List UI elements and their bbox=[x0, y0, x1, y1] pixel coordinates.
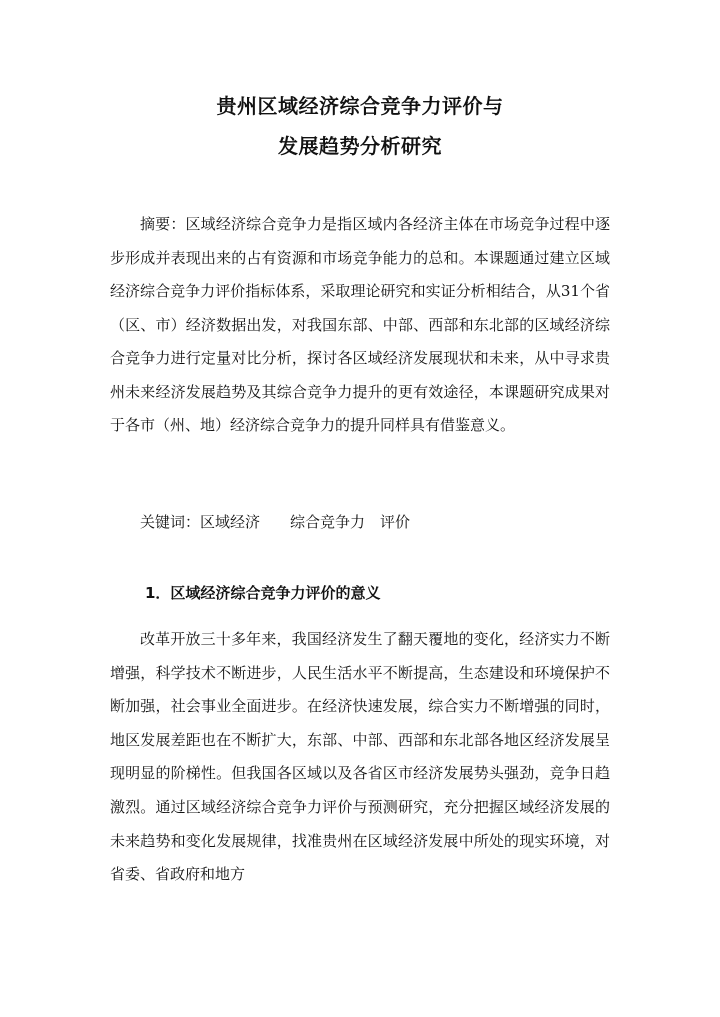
document-title-line-2: 发展趋势分析研究 bbox=[278, 134, 442, 158]
section-body-paragraph: 改革开放三十多年来，我国经济发生了翻天覆地的变化，经济实力不断增强，科学技术不断进步，人民生活水平不断提高，生态建设和环境保护不断加强，社会事业全面进步。在经济快速发展，综合实力不断增强的同时，地区发展差距也在不断扩大，东部、中部、西部和东北部各地区经济发展呈现明显的阶梯性。但我国各区域以及各省区市经济发展势头强劲，竞争日趋激烈。通过区域经济综合竞争力评价与预测研究，充分把握区域经济发展的未来趋势和变化发展规律，找准贵州在区域经济发展中所处的现实环境，对省委、省政府和地方 bbox=[110, 630, 610, 884]
abstract-paragraph: 摘要：区域经济综合竞争力是指区域内各经济主体在市场竞争过程中逐步形成并表现出来的占有资源和市场竞争能力的总和。本课题通过建立区域经济综合竞争力评价指标体系，采取理论研究和实证分析相结合，从31个省（区、市）经济数据出发，对我国东部、中部、西部和东北部的区域经济综合竞争力进行定量对比分析，探讨各区域经济发展现状和未来，从中寻求贵州未来经济发展趋势及其综合竞争力提升的更有效途径，本课题研究成果对于各市（州、地）经济综合竞争力的提升同样具有借鉴意义。 bbox=[110, 215, 610, 434]
section-heading: 1．区域经济综合竞争力评价的意义 bbox=[145, 584, 381, 602]
document-title-line-1: 贵州区域经济综合竞争力评价与 bbox=[216, 94, 504, 118]
keywords-line: 关键词：区域经济 综合竞争力 评价 bbox=[140, 513, 411, 531]
